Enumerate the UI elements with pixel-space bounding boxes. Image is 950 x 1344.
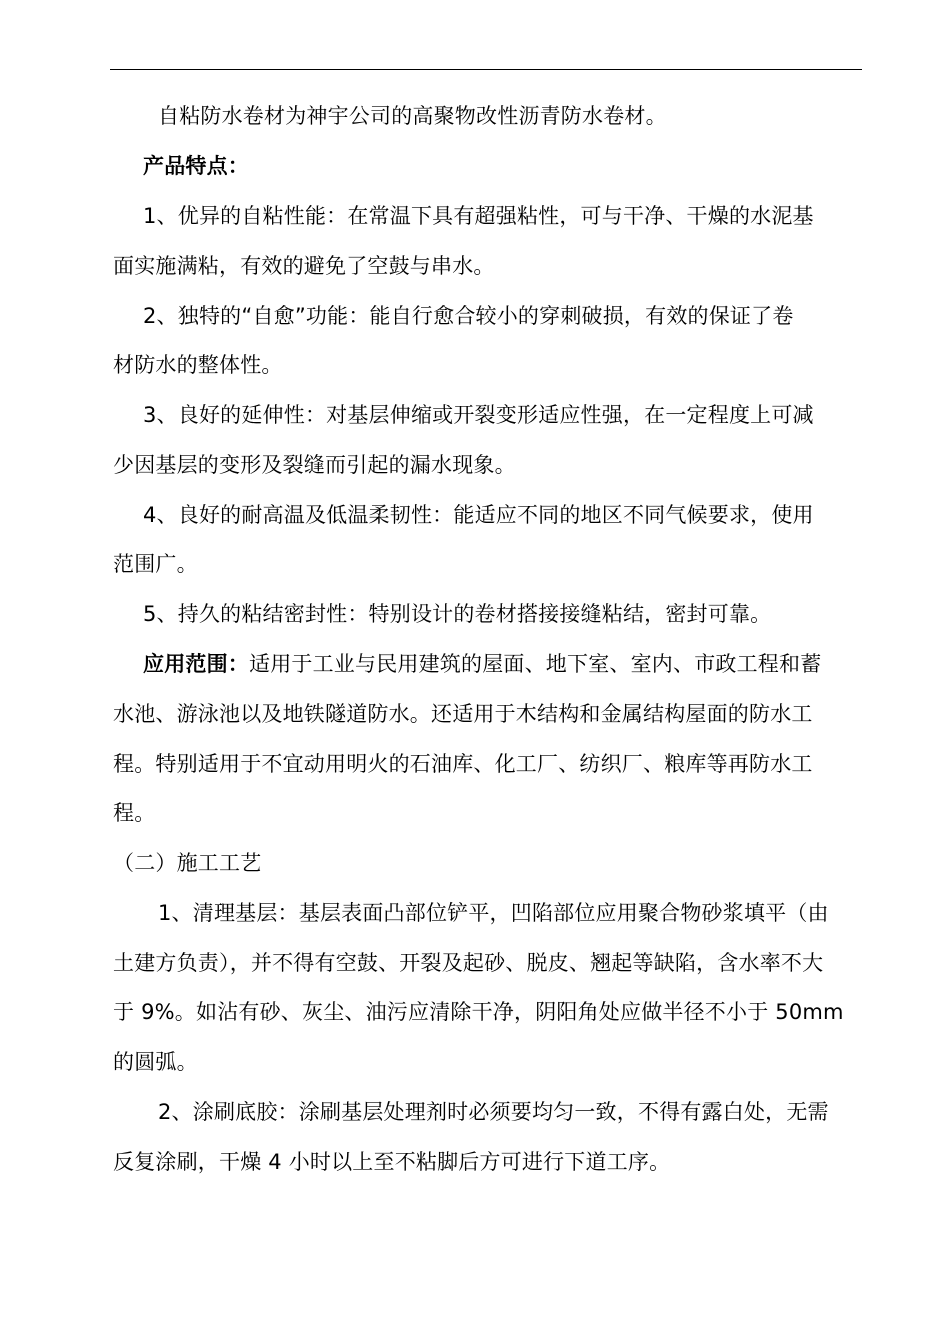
step-1-line-2: 土建方负责），并不得有空鼓、开裂及起砂、脱皮、翘起等缺陷，含水率不大 bbox=[113, 951, 824, 975]
feature-3-line-1: 3、良好的延伸性：对基层伸缩或开裂变形适应性强，在一定程度上可减 bbox=[143, 403, 814, 427]
feature-4-line-2: 范围广。 bbox=[113, 552, 198, 576]
application-label: 应用范围： bbox=[143, 652, 249, 676]
step-1-line-3: 于 9%。如沾有砂、灰尘、油污应清除干净，阴阳角处应做半径不小于 50mm bbox=[113, 1000, 844, 1024]
feature-5-line: 5、持久的粘结密封性：特别设计的卷材搭接接缝粘结，密封可靠。 bbox=[143, 602, 772, 626]
features-heading: 产品特点： bbox=[143, 154, 249, 178]
application-line-1 bbox=[143, 649, 821, 679]
header-rule bbox=[110, 69, 862, 70]
feature-2-line-1: 2、独特的“自愈”功能：能自行愈合较小的穿刺破损，有效的保证了卷 bbox=[143, 304, 794, 328]
section-heading: （二）施工工艺 bbox=[113, 851, 262, 875]
application-line-3: 程。特别适用于不宜动用明火的石油库、化工厂、纺织厂、粮库等再防水工 bbox=[113, 752, 813, 776]
step-2-line-2: 反复涂刷，干燥 4 小时以上至不粘脚后方可进行下道工序。 bbox=[113, 1150, 671, 1174]
step-1-line-1: 1、清理基层：基层表面凸部位铲平，凹陷部位应用聚合物砂浆填平（由 bbox=[158, 901, 829, 925]
feature-1-line-2: 面实施满粘，有效的避免了空鼓与串水。 bbox=[113, 254, 495, 278]
feature-1-line-1: 1、优异的自粘性能：在常温下具有超强粘性，可与干净、干燥的水泥基 bbox=[143, 204, 814, 228]
application-text: 适用于工业与民用建筑的屋面、地下室、室内、市政工程和蓄 bbox=[249, 652, 822, 676]
application-line-4: 程。 bbox=[113, 801, 156, 825]
intro-paragraph: 自粘防水卷材为神宇公司的高聚物改性沥青防水卷材。 bbox=[158, 104, 667, 128]
feature-2-line-2: 材防水的整体性。 bbox=[113, 353, 283, 377]
step-1-line-4: 的圆弧。 bbox=[113, 1050, 198, 1074]
application-line-2: 水池、游泳池以及地铁隧道防水。还适用于木结构和金属结构屋面的防水工 bbox=[113, 702, 813, 726]
feature-3-line-2: 少因基层的变形及裂缝而引起的漏水现象。 bbox=[113, 453, 516, 477]
feature-4-line-1: 4、良好的耐高温及低温柔韧性：能适应不同的地区不同气候要求，使用 bbox=[143, 503, 814, 527]
step-2-line-1: 2、涂刷底胶：涂刷基层处理剂时必须要均匀一致，不得有露白处，无需 bbox=[158, 1100, 829, 1124]
